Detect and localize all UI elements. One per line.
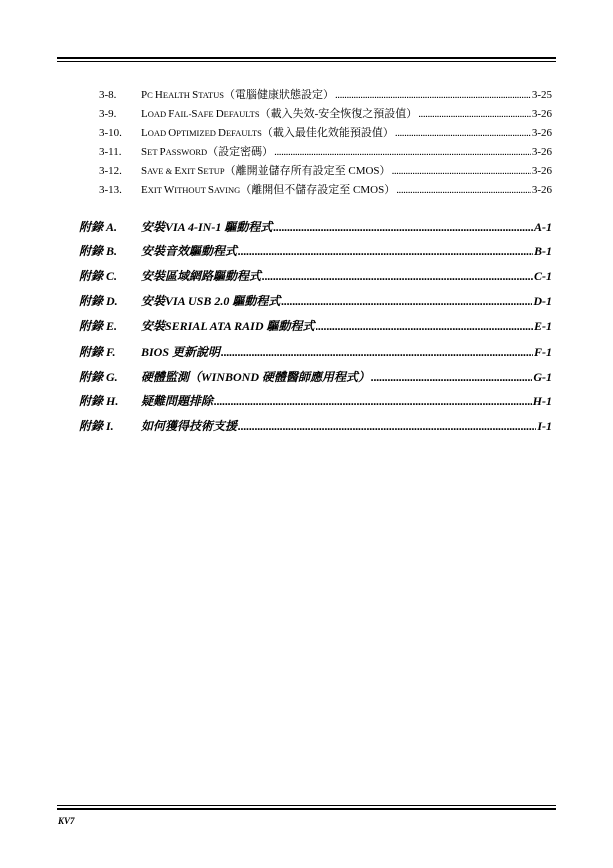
section-title-capital: H (154, 89, 163, 101)
section-title-capital: P (141, 89, 148, 101)
section-title-cjk: （載入最佳化效能預設值） (261, 127, 394, 139)
toc-appendix-entry[interactable] (79, 218, 552, 235)
appendix-title: 硬體監測（WINBOND 硬體醫師應用程式） (141, 370, 371, 384)
dot-leader (262, 269, 533, 284)
toc-section-entry[interactable] (99, 105, 552, 121)
dot-leader (335, 89, 531, 101)
dot-leader (281, 294, 532, 309)
section-page-number: 3-26 (531, 165, 552, 177)
toc-section-entry[interactable] (99, 124, 552, 140)
header-rule-thin (57, 61, 556, 62)
appendix-title: BIOS 更新說明 (141, 345, 221, 359)
appendix-label: 附錄 G. (79, 370, 118, 384)
section-title-cjk: （設定密碼） (207, 146, 274, 158)
section-title (141, 105, 417, 121)
section-title-smallcaps: ET (147, 147, 160, 157)
toc-appendix-entry[interactable] (79, 417, 552, 434)
section-title-capital: D (215, 108, 224, 120)
section-title-smallcaps: AFE (197, 109, 216, 119)
section-page-number: 3-25 (531, 89, 552, 101)
section-title-smallcaps: PTIMIZED (176, 128, 219, 138)
section-number: 3-11. (99, 146, 122, 158)
toc-appendix-entry[interactable] (79, 343, 552, 360)
section-title-capital: L (141, 108, 148, 120)
footer-rule-thin (57, 805, 556, 806)
section-title-smallcaps: OAD (147, 109, 169, 119)
section-title-capital: S (141, 165, 148, 177)
dot-leader (392, 165, 531, 177)
dot-leader (221, 345, 533, 360)
section-title-cjk: （電腦健康狀態設定） (223, 89, 334, 101)
appendix-label: 附錄 H. (79, 394, 119, 408)
dot-leader (396, 184, 531, 196)
dot-leader (395, 127, 531, 139)
appendix-page-number: E-1 (534, 319, 552, 333)
appendix-label: 附錄 E. (79, 319, 118, 333)
section-title-capital: E (141, 184, 148, 196)
section-title-capital: L (141, 127, 148, 139)
section-title-cjk: （離開但不儲存設定至 CMOS） (240, 184, 396, 196)
section-title (141, 181, 395, 197)
section-number: 3-10. (99, 127, 122, 139)
appendix-title: 如何獲得技術支援 (141, 419, 238, 433)
section-page-number: 3-26 (531, 146, 552, 158)
section-title-smallcaps: C (147, 90, 155, 100)
appendix-page-number: F-1 (534, 345, 552, 359)
dot-leader (316, 319, 534, 334)
section-number: 3-8. (99, 89, 117, 101)
appendix-label: 附錄 A. (79, 220, 118, 234)
dot-leader (274, 146, 531, 158)
section-title-cjk: （載入失效-安全恢復之預設值） (259, 108, 418, 120)
appendix-title: 安裝音效驅動程式 (141, 244, 238, 258)
appendix-page-number: C-1 (534, 269, 552, 283)
section-title-smallcaps: ETUP (203, 166, 225, 176)
section-title-capital: E (174, 165, 182, 177)
appendix-label: 附錄 D. (79, 294, 118, 308)
toc-section-entry[interactable] (99, 86, 552, 102)
toc-appendix-entry[interactable] (79, 392, 552, 409)
section-title-capital: W (163, 184, 175, 196)
section-title-capital: S (207, 184, 214, 196)
appendix-label: 附錄 C. (79, 269, 118, 283)
section-title-smallcaps: EFAULTS (225, 128, 262, 138)
toc-appendix-entry[interactable] (79, 317, 552, 334)
section-title-capital: D (218, 127, 226, 139)
section-title-smallcaps: XIT (181, 166, 198, 176)
toc-appendix-entry[interactable] (79, 368, 552, 385)
section-title-cjk: （離開並儲存所有設定至 CMOS） (224, 165, 391, 177)
toc-section-entry[interactable] (99, 181, 552, 197)
appendix-page-number: G-1 (533, 370, 552, 384)
appendix-title: 安裝SERIAL ATA RAID 驅動程式 (141, 319, 315, 333)
appendix-label: 附錄 F. (79, 345, 116, 359)
appendix-title: 安裝VIA 4-IN-1 驅動程式 (141, 220, 273, 234)
section-title (141, 143, 273, 159)
toc-section-entry[interactable] (99, 162, 552, 178)
section-title (141, 162, 391, 178)
dot-leader (214, 394, 532, 409)
section-title-capital: F (168, 108, 175, 120)
section-title (141, 124, 394, 140)
appendix-page-number: H-1 (532, 394, 552, 408)
section-title-capital: S (141, 146, 148, 158)
section-number: 3-9. (99, 108, 117, 120)
section-title-smallcaps: XIT (147, 185, 164, 195)
dot-leader (371, 370, 532, 385)
section-number: 3-13. (99, 184, 122, 196)
section-title-capital: O (168, 127, 177, 139)
toc-section-entry[interactable] (99, 143, 552, 159)
appendix-label: 附錄 I. (79, 419, 114, 433)
section-page-number: 3-26 (531, 127, 552, 139)
section-title-capital: P (159, 146, 166, 158)
dot-leader (273, 220, 533, 235)
appendix-page-number: B-1 (534, 244, 552, 258)
appendix-title: 疑難問題排除 (141, 394, 214, 408)
appendix-title: 安裝區域網路驅動程式 (141, 269, 262, 283)
header-rule-thick (57, 57, 556, 59)
appendix-page-number: D-1 (533, 294, 552, 308)
dot-leader (418, 108, 531, 120)
section-page-number: 3-26 (531, 184, 552, 196)
section-title-smallcaps: ITHOUT (174, 185, 208, 195)
appendix-page-number: I-1 (537, 419, 552, 433)
section-title-smallcaps: TATUS (198, 90, 224, 100)
section-title (141, 86, 334, 102)
section-title-capital: S (192, 89, 199, 101)
section-title-capital: S (191, 108, 198, 120)
appendix-title: 安裝VIA USB 2.0 驅動程式 (141, 294, 281, 308)
toc-appendix-entry[interactable] (79, 242, 552, 259)
dot-leader (238, 419, 536, 434)
footer-rule-thick (57, 808, 556, 810)
toc-appendix-entry[interactable] (79, 292, 552, 309)
section-title-smallcaps: AIL- (174, 109, 192, 119)
section-title-smallcaps: AVING (214, 185, 241, 195)
appendix-label: 附錄 B. (79, 244, 118, 258)
appendix-page-number: A-1 (534, 220, 552, 234)
section-title-smallcaps: ASSWORD (165, 147, 208, 157)
toc-appendix-entry[interactable] (79, 267, 552, 284)
section-title-smallcaps: AVE & (147, 166, 175, 176)
section-title-smallcaps: EALTH (162, 90, 193, 100)
section-title-smallcaps: EFAULTS (223, 109, 260, 119)
dot-leader (238, 244, 533, 259)
footer-model: KV7 (58, 816, 75, 826)
section-page-number: 3-26 (531, 108, 552, 120)
section-title-smallcaps: OAD (147, 128, 169, 138)
section-number: 3-12. (99, 165, 122, 177)
section-title-capital: S (197, 165, 204, 177)
